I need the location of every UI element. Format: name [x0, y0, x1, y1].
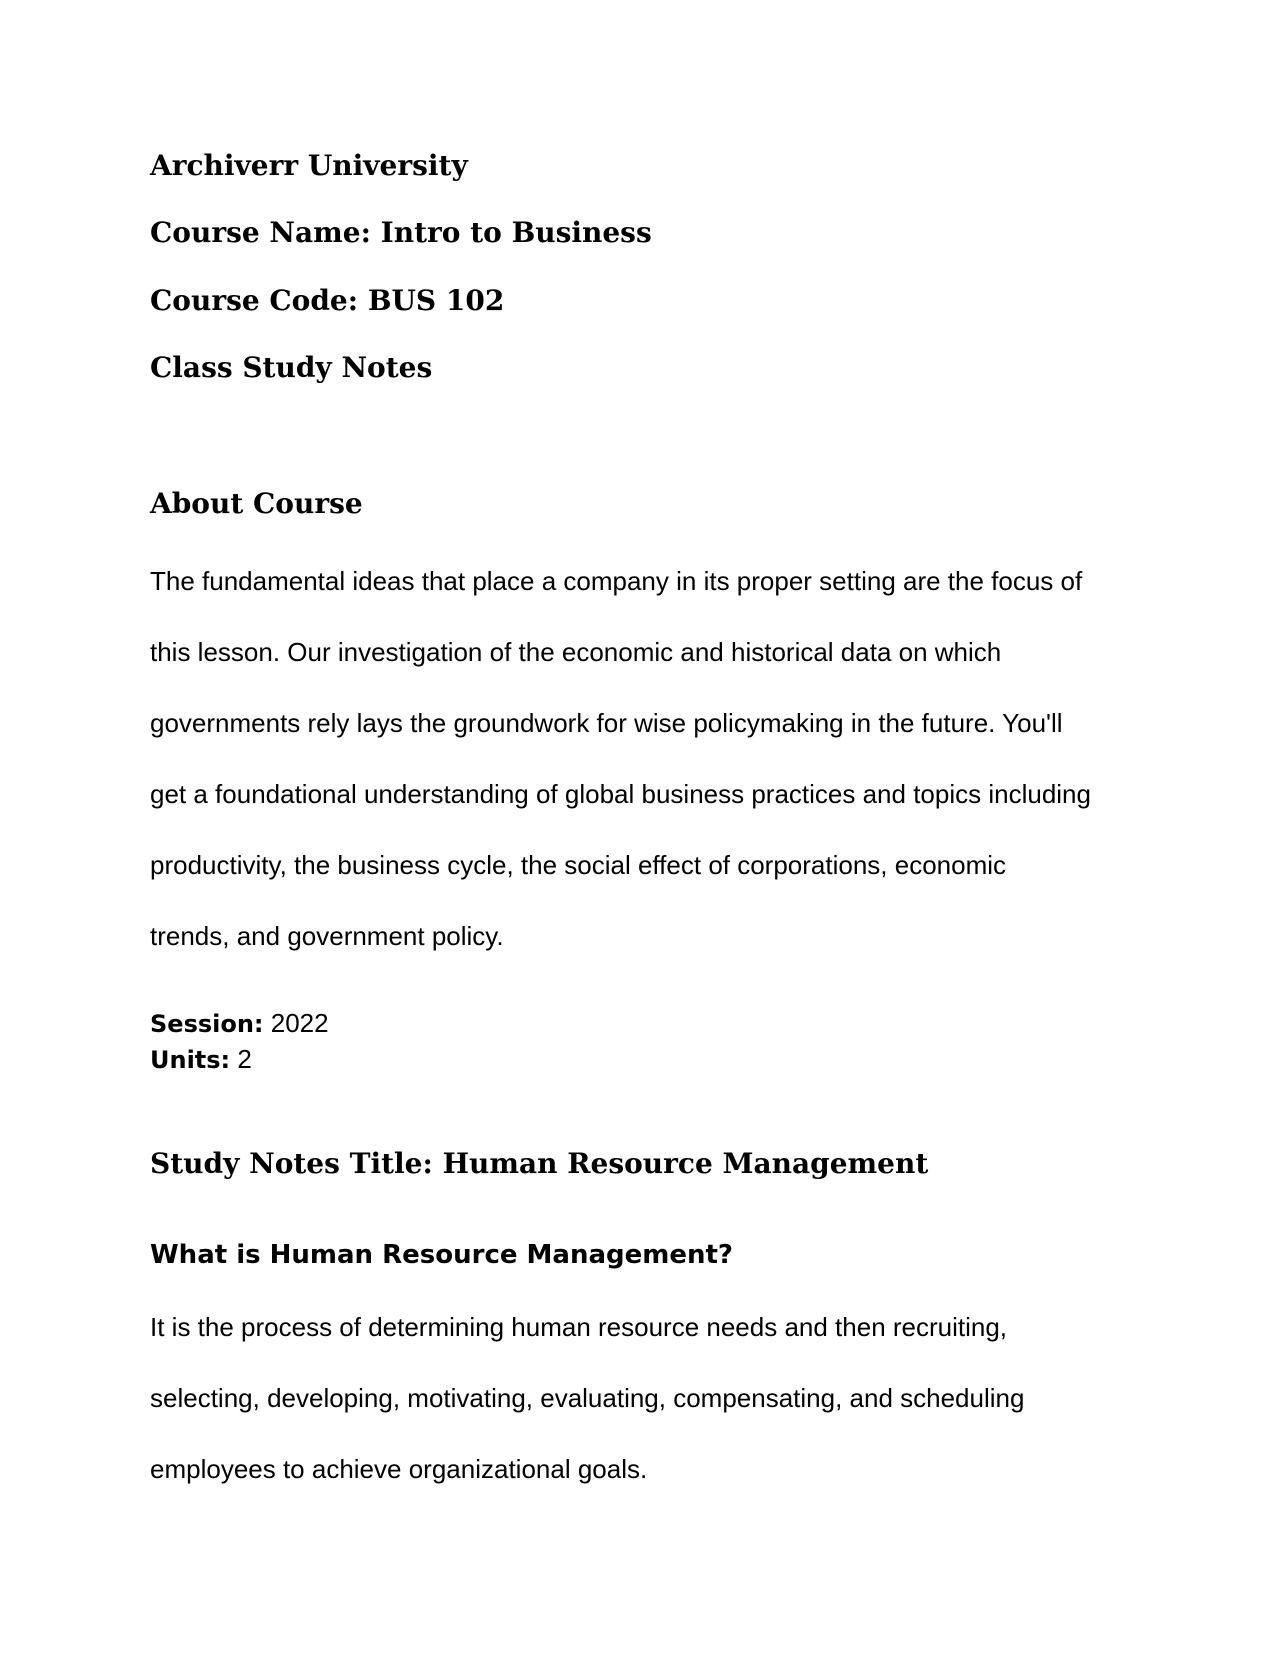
- paragraph-line: trends, and government policy.: [150, 921, 504, 951]
- study-notes-title: Study Notes Title: Human Resource Management: [150, 1147, 929, 1180]
- study-notes-paragraph: [150, 1311, 1024, 1524]
- session-label: Session:: [150, 1010, 264, 1038]
- paragraph-line: this lesson. Our investigation of the economic and historical data on which: [150, 637, 1002, 667]
- paragraph-line: governments rely lays the groundwork for wise policymaking in the future. You'll: [150, 708, 1063, 738]
- paragraph-line: get a foundational understanding of global business practices and topics including: [150, 779, 1091, 809]
- units-row: [150, 1042, 329, 1078]
- course-details: [150, 1006, 329, 1078]
- about-course-heading: About Course: [150, 487, 363, 520]
- session-row: [150, 1006, 329, 1042]
- units-value: 2: [230, 1044, 252, 1074]
- units-label: Units:: [150, 1046, 231, 1074]
- session-value: 2022: [263, 1008, 329, 1038]
- about-course-paragraph: [150, 565, 1091, 991]
- study-notes-question: What is Human Resource Management?: [150, 1240, 734, 1270]
- university-name: Archiverr University: [150, 149, 468, 182]
- notes-type: Class Study Notes: [150, 351, 433, 384]
- course-name: Course Name: Intro to Business: [150, 216, 652, 249]
- paragraph-line: selecting, developing, motivating, evaluating, compensating, and scheduling: [150, 1383, 1025, 1413]
- course-code: Course Code: BUS 102: [150, 284, 505, 317]
- paragraph-line: employees to achieve organizational goals.: [150, 1454, 648, 1484]
- paragraph-line: The fundamental ideas that place a company in its proper setting are the focus of: [150, 566, 1083, 596]
- paragraph-line: productivity, the business cycle, the social effect of corporations, economic: [150, 850, 1007, 880]
- paragraph-line: It is the process of determining human resource needs and then recruiting,: [150, 1312, 1008, 1342]
